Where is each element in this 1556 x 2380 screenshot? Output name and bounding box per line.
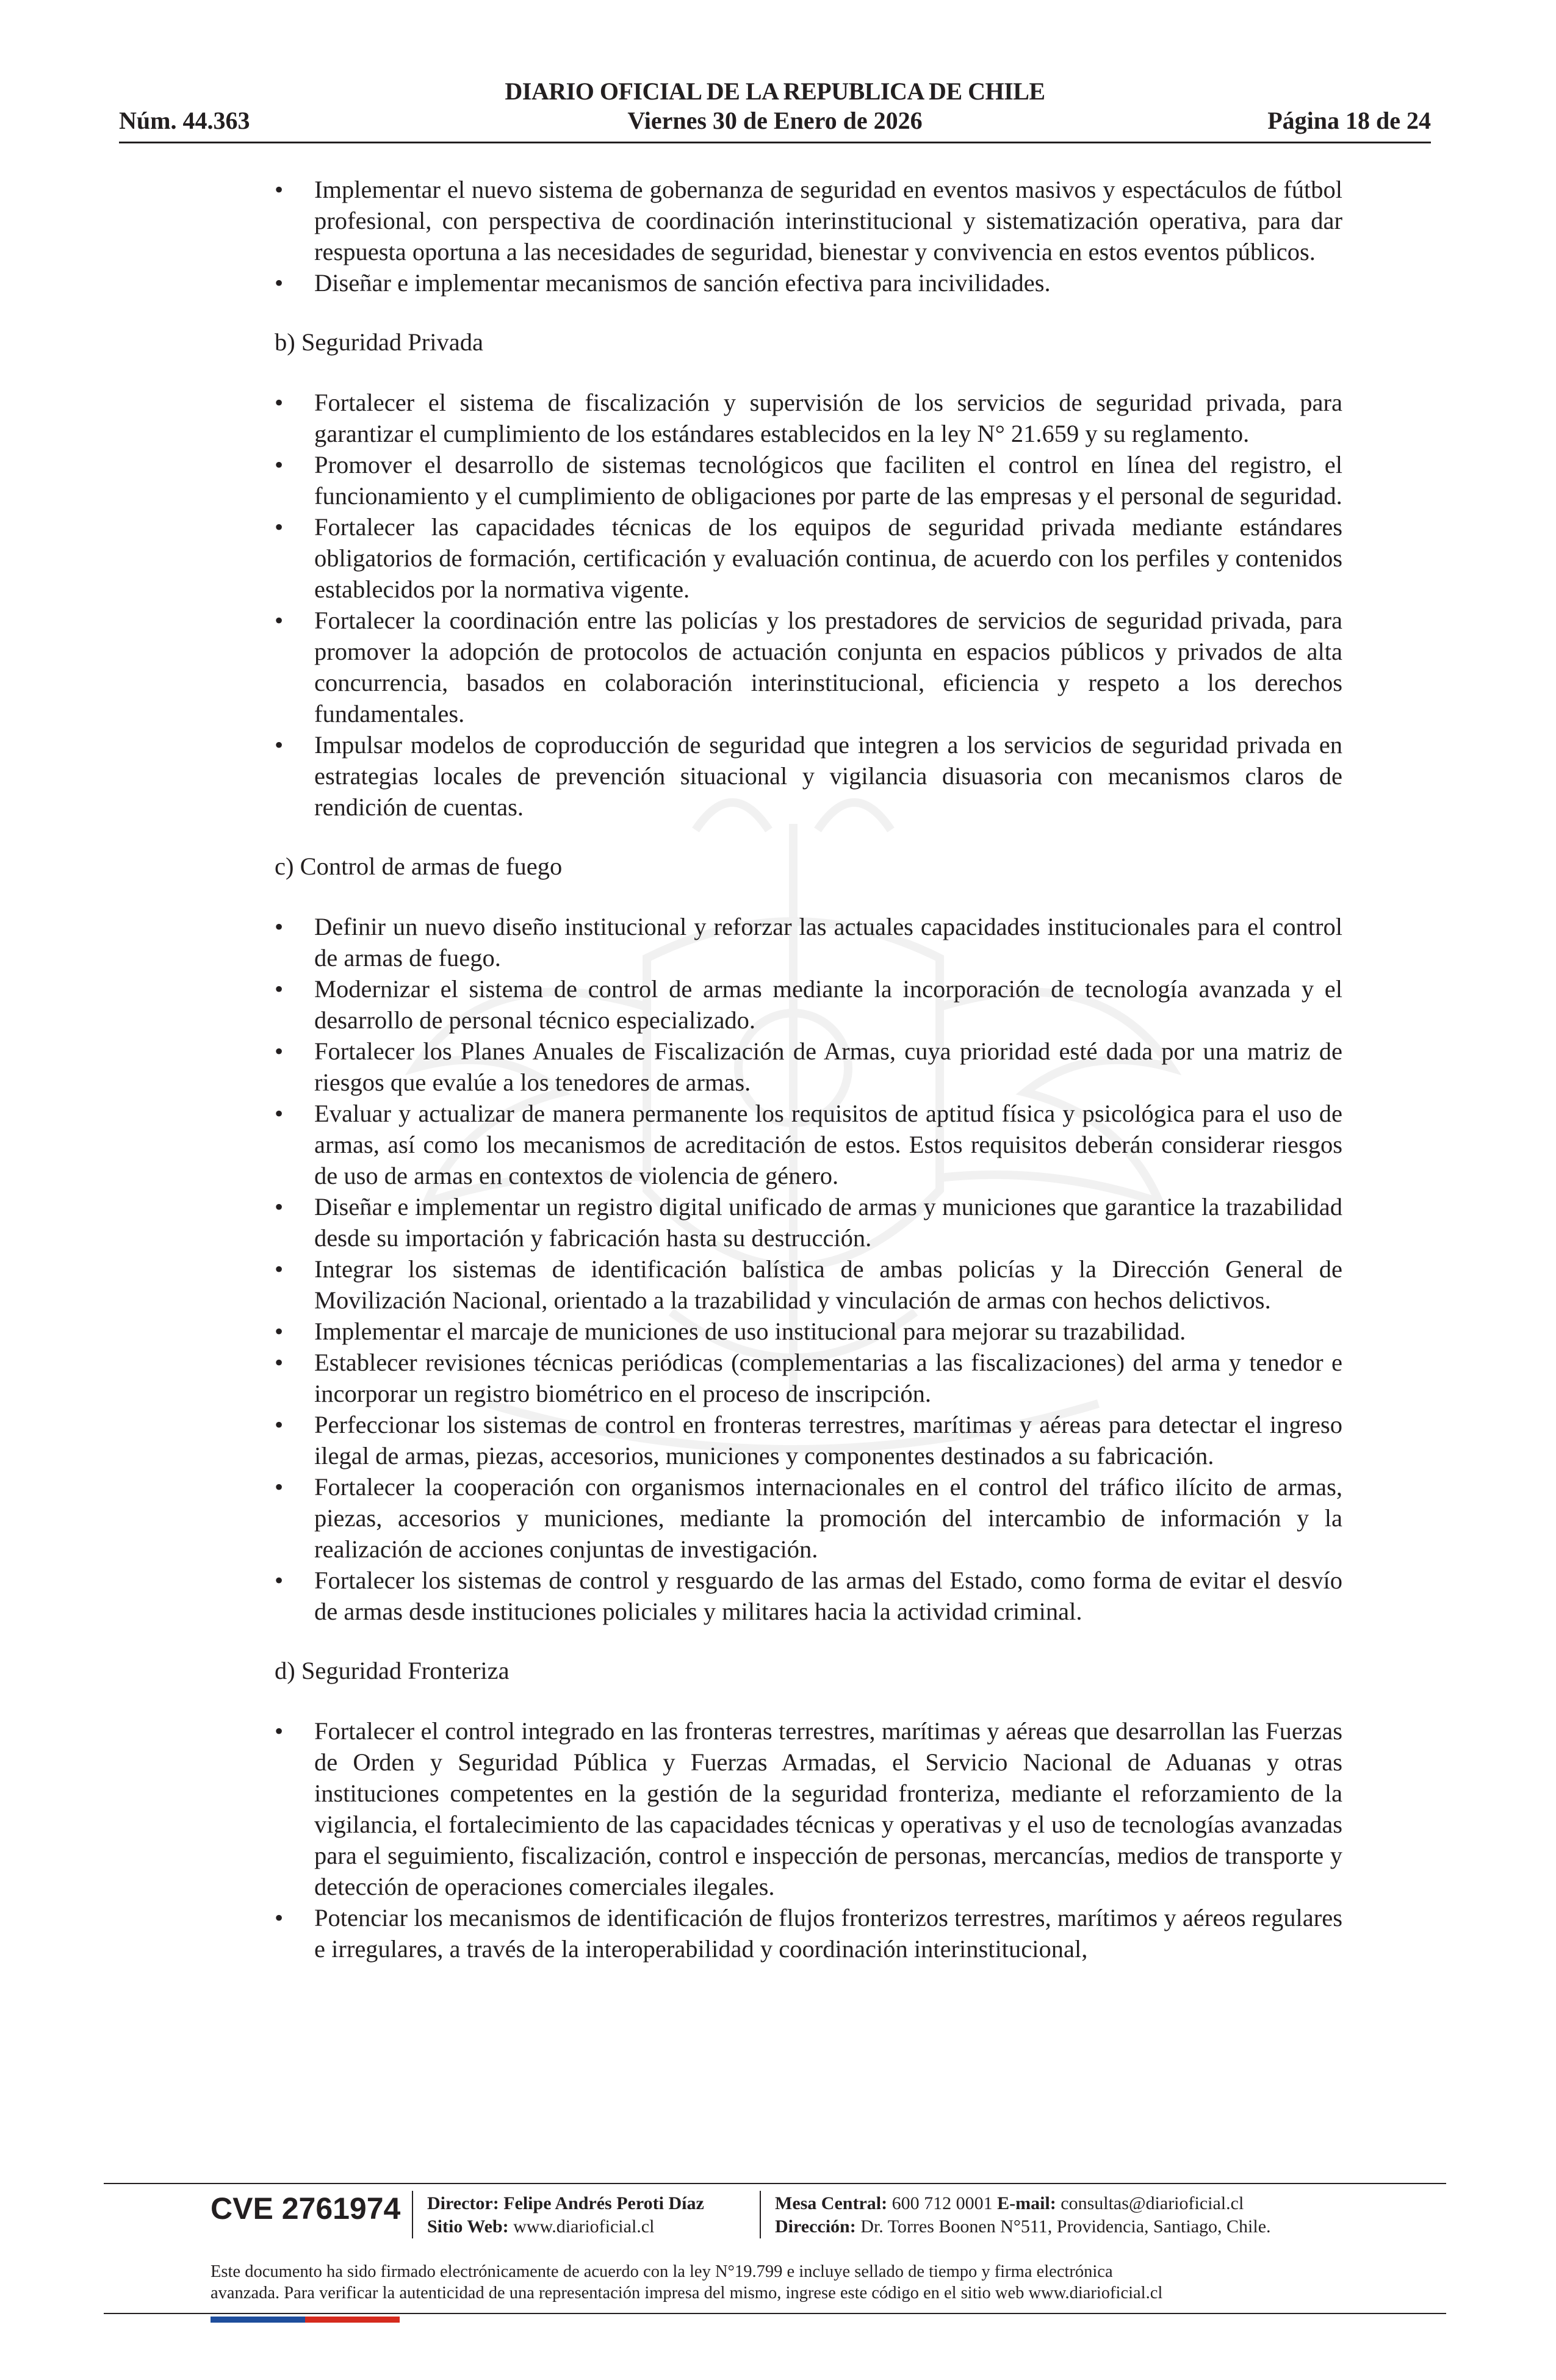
section-title: c) Control de armas de fuego	[275, 853, 563, 880]
list-item	[275, 1565, 1342, 1627]
page-number: Página 18 de 24	[1267, 107, 1431, 134]
address-label: Dirección:	[775, 2216, 856, 2237]
list-item-text: Fortalecer los sistemas de control y resguardo de las armas del Estado, como forma de evitar el desvío de armas desde instituciones policiales y militares hacia la actividad criminal.	[314, 1567, 1342, 1625]
bullet-icon: •	[275, 1037, 284, 1065]
list-item	[275, 1902, 1342, 1964]
list-item	[275, 387, 1342, 449]
bullet-icon: •	[275, 1255, 284, 1283]
cve-code: CVE 2761974	[211, 2191, 401, 2226]
section	[275, 1655, 1342, 1964]
header-divider	[119, 142, 1431, 143]
masthead-title: DIARIO OFICIAL DE LA REPUBLICA DE CHILE	[505, 78, 1045, 105]
section	[275, 174, 1342, 298]
list-item-text: Fortalecer la cooperación con organismos internacionales en el control del tráfico ilícito de armas, piezas, accesorios y municiones, mediante la promoción del intercambio de información y la realización de acciones conjuntas de investigación.	[314, 1473, 1342, 1563]
footer-divider-top	[104, 2183, 1446, 2184]
list-item-text: Promover el desarrollo de sistemas tecnológicos que faciliten el control en línea del registro, el funcionamiento y el cumplimiento de obligaciones por parte de las empresas y el personal de seguridad.	[314, 451, 1342, 510]
phone-value: 600 712 0001	[891, 2193, 993, 2213]
list-item-text: Fortalecer el control integrado en las fronteras terrestres, marítimas y aéreas que desarrollan las Fuerzas de Orden y Seguridad Pública y Fuerzas Armadas, el Servicio Nacional de Aduanas y otras instituciones competentes en la gestión de la seguridad fronteriza, mediante el reforzamiento de la vigilancia, el fortalecimiento de las capacidades técnicas y operativas y el uso de tecnologías avanzadas para el seguimiento, fiscalización, control e inspección de personas, mercancías, medios de transporte y detección de operaciones comerciales ilegales.	[314, 1717, 1342, 1900]
list-item-text: Fortalecer los Planes Anuales de Fiscalización de Armas, cuya prioridad esté dada por una matriz de riesgos que evalúe a los tenedores de armas.	[314, 1037, 1342, 1096]
section-title: b) Seguridad Privada	[275, 328, 483, 356]
flag-stripe-blue	[211, 2317, 305, 2323]
section-title: d) Seguridad Fronteriza	[275, 1657, 510, 1684]
list-item-text: Definir un nuevo diseño institucional y reforzar las actuales capacidades institucionales para el control de armas de fuego.	[314, 913, 1342, 972]
bullet-icon: •	[275, 731, 284, 759]
list-item	[275, 1409, 1342, 1471]
director-label: Director:	[427, 2193, 499, 2213]
section	[275, 851, 1342, 1627]
list-item-text: Integrar los sistemas de identificación balística de ambas policías y la Dirección General de Movilización Nacional, orientado a la trazabilidad y vinculación de armas con hechos delictivos.	[314, 1255, 1342, 1314]
list-item-text: Implementar el marcaje de municiones de uso institucional para mejorar su trazabilidad.	[314, 1318, 1186, 1345]
list-item	[275, 1347, 1342, 1409]
bullet-icon: •	[275, 269, 284, 297]
bullet-icon: •	[275, 1904, 284, 1931]
email-link[interactable]: consultas@diarioficial.cl	[1061, 2193, 1244, 2213]
document-body	[275, 174, 1342, 1964]
bullet-icon: •	[275, 176, 284, 203]
list-item	[275, 605, 1342, 729]
bullet-icon: •	[275, 451, 284, 478]
list-item	[275, 1316, 1342, 1347]
bullet-list	[275, 174, 1342, 298]
bullet-icon: •	[275, 1100, 284, 1127]
list-item	[275, 1098, 1342, 1191]
bullet-icon: •	[275, 1567, 284, 1594]
list-item-text: Potenciar los mecanismos de identificación de flujos fronterizos terrestres, marítimos y aéreos regulares e irregulares, a través de la interoperabilidad y coordinación interinstitucional,	[314, 1904, 1342, 1963]
phone-label: Mesa Central:	[775, 2193, 888, 2213]
section	[275, 326, 1342, 823]
list-item	[275, 1253, 1342, 1316]
list-item-text: Fortalecer las capacidades técnicas de los equipos de seguridad privada mediante estándares obligatorios de formación, certificación y evaluación continua, de acuerdo con los perfiles y contenidos establecidos por la normativa vigente.	[314, 513, 1342, 603]
address-value: Dr. Torres Boonen N°511, Providencia, Santiago, Chile.	[860, 2216, 1271, 2237]
list-item-text: Impulsar modelos de coproducción de seguridad que integren a los servicios de seguridad privada en estrategias locales de prevención situacional y vigilancia disuasoria con mecanismos claros de rendición de cuentas.	[314, 731, 1342, 821]
bullet-icon: •	[275, 975, 284, 1003]
bullet-icon: •	[275, 1473, 284, 1501]
bullet-icon: •	[275, 1318, 284, 1345]
list-item-text: Diseñar e implementar mecanismos de sanción efectiva para incivilidades.	[314, 269, 1051, 297]
list-item	[275, 1036, 1342, 1098]
list-item	[275, 511, 1342, 605]
website-link[interactable]: www.diarioficial.cl	[513, 2216, 655, 2237]
footer-contact-block	[775, 2192, 1271, 2238]
list-item	[275, 973, 1342, 1036]
list-item	[275, 1715, 1342, 1902]
bullet-list	[275, 387, 1342, 823]
list-item	[275, 911, 1342, 973]
list-item-text: Diseñar e implementar un registro digital unificado de armas y municiones que garantice la trazabilidad desde su importación y fabricación hasta su destrucción.	[314, 1193, 1342, 1252]
bullet-list	[275, 911, 1342, 1627]
notice-line: avanzada. Para verificar la autenticidad de una representación impresa del mismo, ingrese este código en el sitio web www.diarioficial.cl	[211, 2284, 1163, 2302]
page-header	[119, 73, 1431, 146]
footer-separator	[412, 2191, 413, 2238]
list-item	[275, 1191, 1342, 1253]
list-item	[275, 267, 1342, 298]
list-item-text: Fortalecer el sistema de fiscalización y supervisión de los servicios de seguridad privada, para garantizar el cumplimiento de los estándares establecidos en la ley N° 21.659 y su reglamento.	[314, 389, 1342, 447]
footer-director-block	[427, 2192, 704, 2238]
signature-notice	[211, 2261, 1345, 2304]
list-item-text: Perfeccionar los sistemas de control en fronteras terrestres, marítimas y aéreas para detectar el ingreso ilegal de armas, piezas, accesorios, municiones y componentes destinados a su fabricación.	[314, 1411, 1342, 1469]
bullet-icon: •	[275, 389, 284, 416]
list-item-text: Implementar el nuevo sistema de gobernanza de seguridad en eventos masivos y espectáculos de fútbol profesional, con perspectiva de coordinación interinstitucional y sistematización operativa, para dar respuesta oportuna a las necesidades de seguridad, bienestar y convivencia en estos eventos públicos.	[314, 176, 1342, 265]
email-label: E-mail:	[997, 2193, 1056, 2213]
list-item-text: Fortalecer la coordinación entre las policías y los prestadores de servicios de seguridad privada, para promover la adopción de protocolos de actuación conjunta en espacios públicos y privados de alta concurrencia, basados en colaboración interinstitucional, eficiencia y respeto a los derechos fundamentales.	[314, 607, 1342, 727]
bullet-list	[275, 1715, 1342, 1964]
list-item-text: Evaluar y actualizar de manera permanente los requisitos de aptitud física y psicológica para el uso de armas, así como los mecanismos de acreditación de estos. Estos requisitos deberán considerar riesgos de uso de armas en contextos de violencia de género.	[314, 1100, 1342, 1189]
bullet-icon: •	[275, 913, 284, 940]
bullet-icon: •	[275, 1411, 284, 1438]
list-item	[275, 729, 1342, 823]
bullet-icon: •	[275, 513, 284, 541]
notice-line: Este documento ha sido firmado electrónicamente de acuerdo con la ley N°19.799 e incluye sellado de tiempo y firma electrónica	[211, 2262, 1113, 2281]
website-label: Sitio Web:	[427, 2216, 509, 2237]
bullet-icon: •	[275, 1717, 284, 1745]
bullet-icon: •	[275, 1193, 284, 1221]
list-item-text: Establecer revisiones técnicas periódicas (complementarias a las fiscalizaciones) del arma y tenedor e incorporar un registro biométrico en el proceso de inscripción.	[314, 1349, 1342, 1407]
footer-separator	[760, 2191, 761, 2238]
list-item	[275, 449, 1342, 511]
director-name: Felipe Andrés Peroti Díaz	[503, 2193, 704, 2213]
list-item	[275, 174, 1342, 267]
issue-number: Núm. 44.363	[119, 107, 250, 134]
bullet-icon: •	[275, 607, 284, 634]
bullet-icon: •	[275, 1349, 284, 1376]
list-item	[275, 1471, 1342, 1565]
issue-date: Viernes 30 de Enero de 2026	[627, 107, 923, 134]
footer-divider-bottom	[104, 2313, 1446, 2314]
flag-stripe-red	[305, 2317, 400, 2323]
list-item-text: Modernizar el sistema de control de armas mediante la incorporación de tecnología avanzada y el desarrollo de personal técnico especializado.	[314, 975, 1342, 1034]
